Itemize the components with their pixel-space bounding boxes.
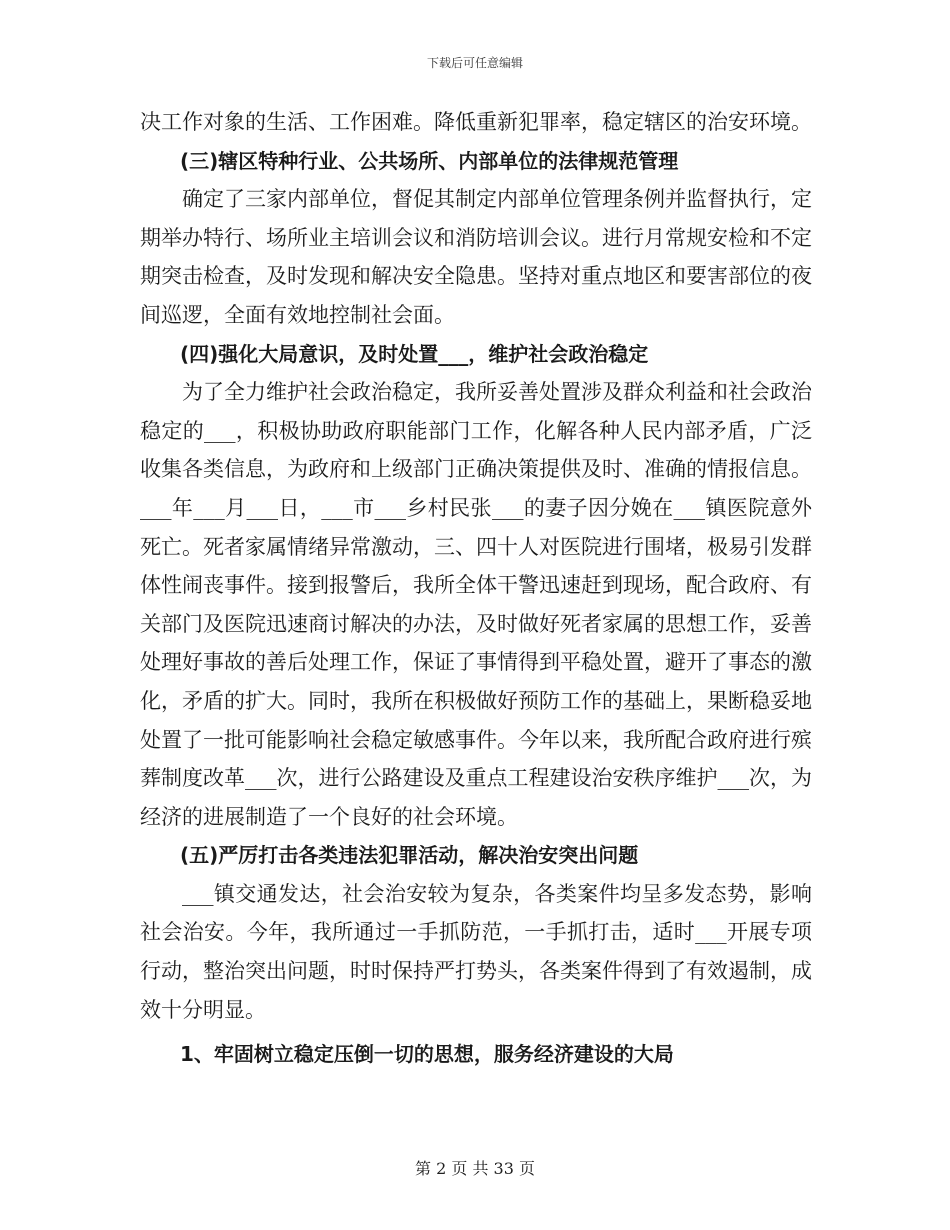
paragraph: 确定了三家内部单位，督促其制定内部单位管理条例并监督执行，定期举办特行、场所业主培训会议和消防培训会议。进行月常规安检和不定期突击检查，及时发现和解决安全隐患。坚持对重点地区和要害部位的夜间巡逻，全面有效地控制社会面。 [140,187,812,327]
page-header: 下载后可任意编辑 [426,56,523,70]
section-heading: 1、牢固树立稳定压倒一切的思想，服务经济建设的大局 [180,1042,674,1067]
section-heading: (四)强化大局意识，及时处置___，维护社会政治稳定 [180,341,649,366]
document-body [140,103,812,1074]
section-heading: (五)严厉打击各类违法犯罪活动，解决治安突出问题 [180,843,639,868]
paragraph: ___镇交通发达，社会治安较为复杂，各类案件均呈多发态势，影响社会治安。今年，我所通过一手抓防范，一手抓打击，适时___开展专项行动，整治突出问题，时时保持严打势头，各类案件得到了有效遏制，成效十分明显。 [140,881,812,1022]
page-footer: 第 2 页 共 33 页 [415,1159,535,1178]
paragraph: 为了全力维护社会政治稳定，我所妥善处置涉及群众利益和社会政治稳定的___，积极协助政府职能部门工作，化解各种人民内部矛盾，广泛收集各类信息，为政府和上级部门正确决策提供及时、准确的情报信息。___年___月___日，___市___乡村民张___的妻子因分娩在___镇医院意外死亡。死者家属情绪异常激动，三、四十人对医院进行围堵，极易引发群体性闹丧事件。接到报警后，我所全体干警迅速赶到现场，配合政府、有关部门及医院迅速商讨解决的办法，及时做好死者家属的思想工作，妥善处理好事故的善后处理工作，保证了事情得到平稳处置，避开了事态的激化，矛盾的扩大。同时，我所在积极做好预防工作的基础上，果断稳妥地处置了一批可能影响社会稳定敏感事件。今年以来，我所配合政府进行殡葬制度改革___次，进行公路建设及重点工程建设治安秩序维护___次，为经济的进展制造了一个良好的社会环境。 [140,380,812,829]
paragraph: 决工作对象的生活、工作困难。降低重新犯罪率，稳定辖区的治安环境。 [140,110,812,134]
section-heading: (三)辖区特种行业、公共场所、内部单位的法律规范管理 [180,148,679,173]
